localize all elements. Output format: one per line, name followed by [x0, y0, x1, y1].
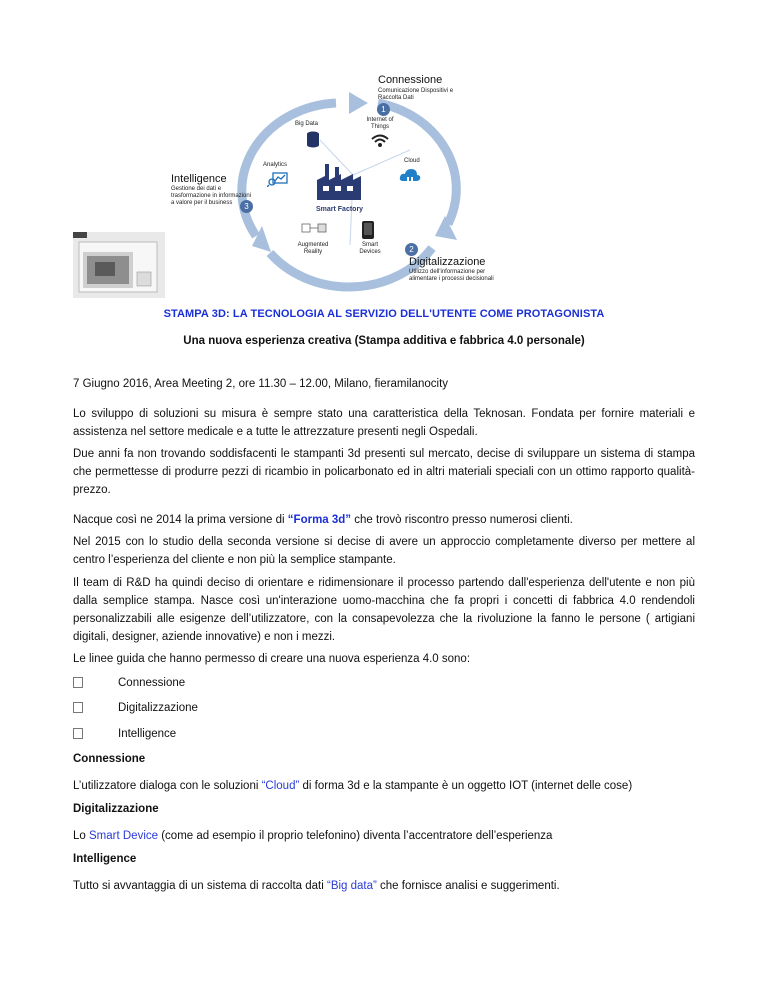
- digitalizzazione-title: Digitalizzazione: [409, 256, 486, 268]
- connessione-text-b: di forma 3d e la stampante è un oggetto IOT (internet delle cose): [299, 780, 633, 792]
- checkbox-icon: [73, 728, 83, 739]
- cloud-highlight: “Cloud”: [261, 780, 300, 792]
- bullet-item-connessione: [73, 677, 186, 690]
- bullet-item-digitalizzazione: [73, 702, 198, 715]
- analytics-label: Analytics: [263, 162, 288, 168]
- section-digitalizzazione-text: [73, 827, 695, 845]
- checkbox-icon: [73, 702, 83, 713]
- section-intelligence-text: [73, 877, 695, 895]
- smart-factory-label: Smart Factory: [316, 206, 364, 213]
- connessione-text-a: L’utilizzatore dialoga con le soluzioni: [73, 780, 262, 792]
- database-icon: [306, 130, 320, 148]
- paragraph-3-text-a: Nacque così ne 2014 la prima versione di: [73, 514, 288, 526]
- digitalizzazione-text-b: (come ad esempio il proprio telefonino) diventa l’accentratore dell’esperienza: [158, 830, 553, 842]
- wifi-icon: [370, 133, 390, 149]
- heading-connessione: Connessione: [73, 753, 146, 765]
- bullet-label: Intelligence: [118, 728, 177, 740]
- smart-devices-label: Smart Devices: [359, 242, 381, 255]
- paragraph-6: Le linee guida che hanno permesso di creare una nuova esperienza 4.0 sono:: [73, 653, 471, 665]
- badge-2: 2: [405, 243, 418, 256]
- big-data-highlight: “Big data”: [326, 880, 377, 892]
- paragraph-3: [73, 511, 695, 529]
- checkbox-icon: [73, 677, 83, 688]
- bullet-item-intelligence: [73, 728, 177, 741]
- forma-3d-highlight: “Forma 3d”: [287, 514, 352, 526]
- cloud-icon: [398, 167, 422, 187]
- digitalizzazione-text-a: Lo: [73, 830, 89, 842]
- cloud-label: Cloud: [404, 158, 420, 164]
- paragraph-1: Lo sviluppo di soluzioni su misura è sempre stato una caratteristica della Teknosan. Fondata per fornire materiali e assistenza nel settore medicale e a tutte le attrezzature presenti negli Ospedali.: [73, 408, 695, 438]
- badge-3: 3: [240, 200, 253, 213]
- connessione-desc: Comunicazione Dispositivi e Raccolta Dati: [378, 88, 454, 101]
- bullet-label: Connessione: [118, 677, 186, 689]
- document-title: STAMPA 3D: LA TECNOLOGIA AL SERVIZIO DELL'UTENTE COME PROTAGONISTA: [163, 308, 605, 320]
- intelligence-title: Intelligence: [171, 173, 227, 185]
- smart-device-highlight: Smart Device: [89, 830, 159, 842]
- badge-1: 1: [377, 103, 390, 116]
- augmented-reality-icon: [300, 220, 328, 236]
- paragraph-5: Il team di R&D ha quindi deciso di orientare e ridimensionare il processo partendo dall'esperienza dell'utente e non più dalla semplice stampa. Nasce così un'interazione uomo-macchina che fa propri i concetti di fabbrica 4.0 rendendoli personalizzabili alle esigenze dell’utilizzatore, con la consapevolezza che la rivoluzione la fanno le persone ( artigiani digitali, designer, aziende innovative) e non i mezzi.: [73, 577, 695, 643]
- document-subtitle: Una nuova esperienza creativa (Stampa additiva e fabbrica 4.0 personale): [183, 335, 585, 347]
- intelligence-desc: Gestione dei dati e trasformazione in informazioni a valore per il business: [171, 186, 252, 206]
- heading-intelligence: Intelligence: [73, 853, 137, 865]
- smart-factory-diagram: [150, 70, 620, 300]
- smart-device-icon: [360, 220, 376, 240]
- section-connessione-text: [73, 777, 695, 795]
- printer-image: [73, 232, 165, 298]
- factory-icon: [315, 162, 363, 202]
- digitalizzazione-desc: Utilizzo dell'informazione per alimentare i processi decisionali: [409, 269, 494, 282]
- intelligence-text-b: che fornisce analisi e suggerimenti.: [376, 880, 560, 892]
- connessione-title: Connessione: [378, 74, 443, 86]
- paragraph-2: Due anni fa non trovando soddisfacenti le stampanti 3d presenti sul mercato, decise di sviluppare un sistema di stampa che permettesse di produrre pezzi di ricambio in policarbonato ed in altri materiali speciali con un ottimo rapporto qualità-prezzo.: [73, 448, 695, 496]
- paragraph-4: Nel 2015 con lo studio della seconda versione si decise di avere un approccio completamente diverso per mettere al centro l’esperienza del cliente e non più la semplice stampante.: [73, 536, 695, 566]
- date-line: 7 Giugno 2016, Area Meeting 2, ore 11.30 – 12.00, Milano, fieramilanocity: [73, 378, 449, 390]
- paragraph-3-text-b: che trovò riscontro presso numerosi clienti.: [351, 514, 573, 526]
- intelligence-text-a: Tutto si avvantaggia di un sistema di raccolta dati: [73, 880, 327, 892]
- big-data-label: Big Data: [295, 121, 319, 127]
- iot-label: Internet of Things: [366, 117, 394, 130]
- bullet-label: Digitalizzazione: [118, 702, 198, 714]
- augmented-reality-label: Augmented Reality: [297, 242, 329, 255]
- analytics-icon: [267, 171, 289, 187]
- heading-digitalizzazione: Digitalizzazione: [73, 803, 159, 815]
